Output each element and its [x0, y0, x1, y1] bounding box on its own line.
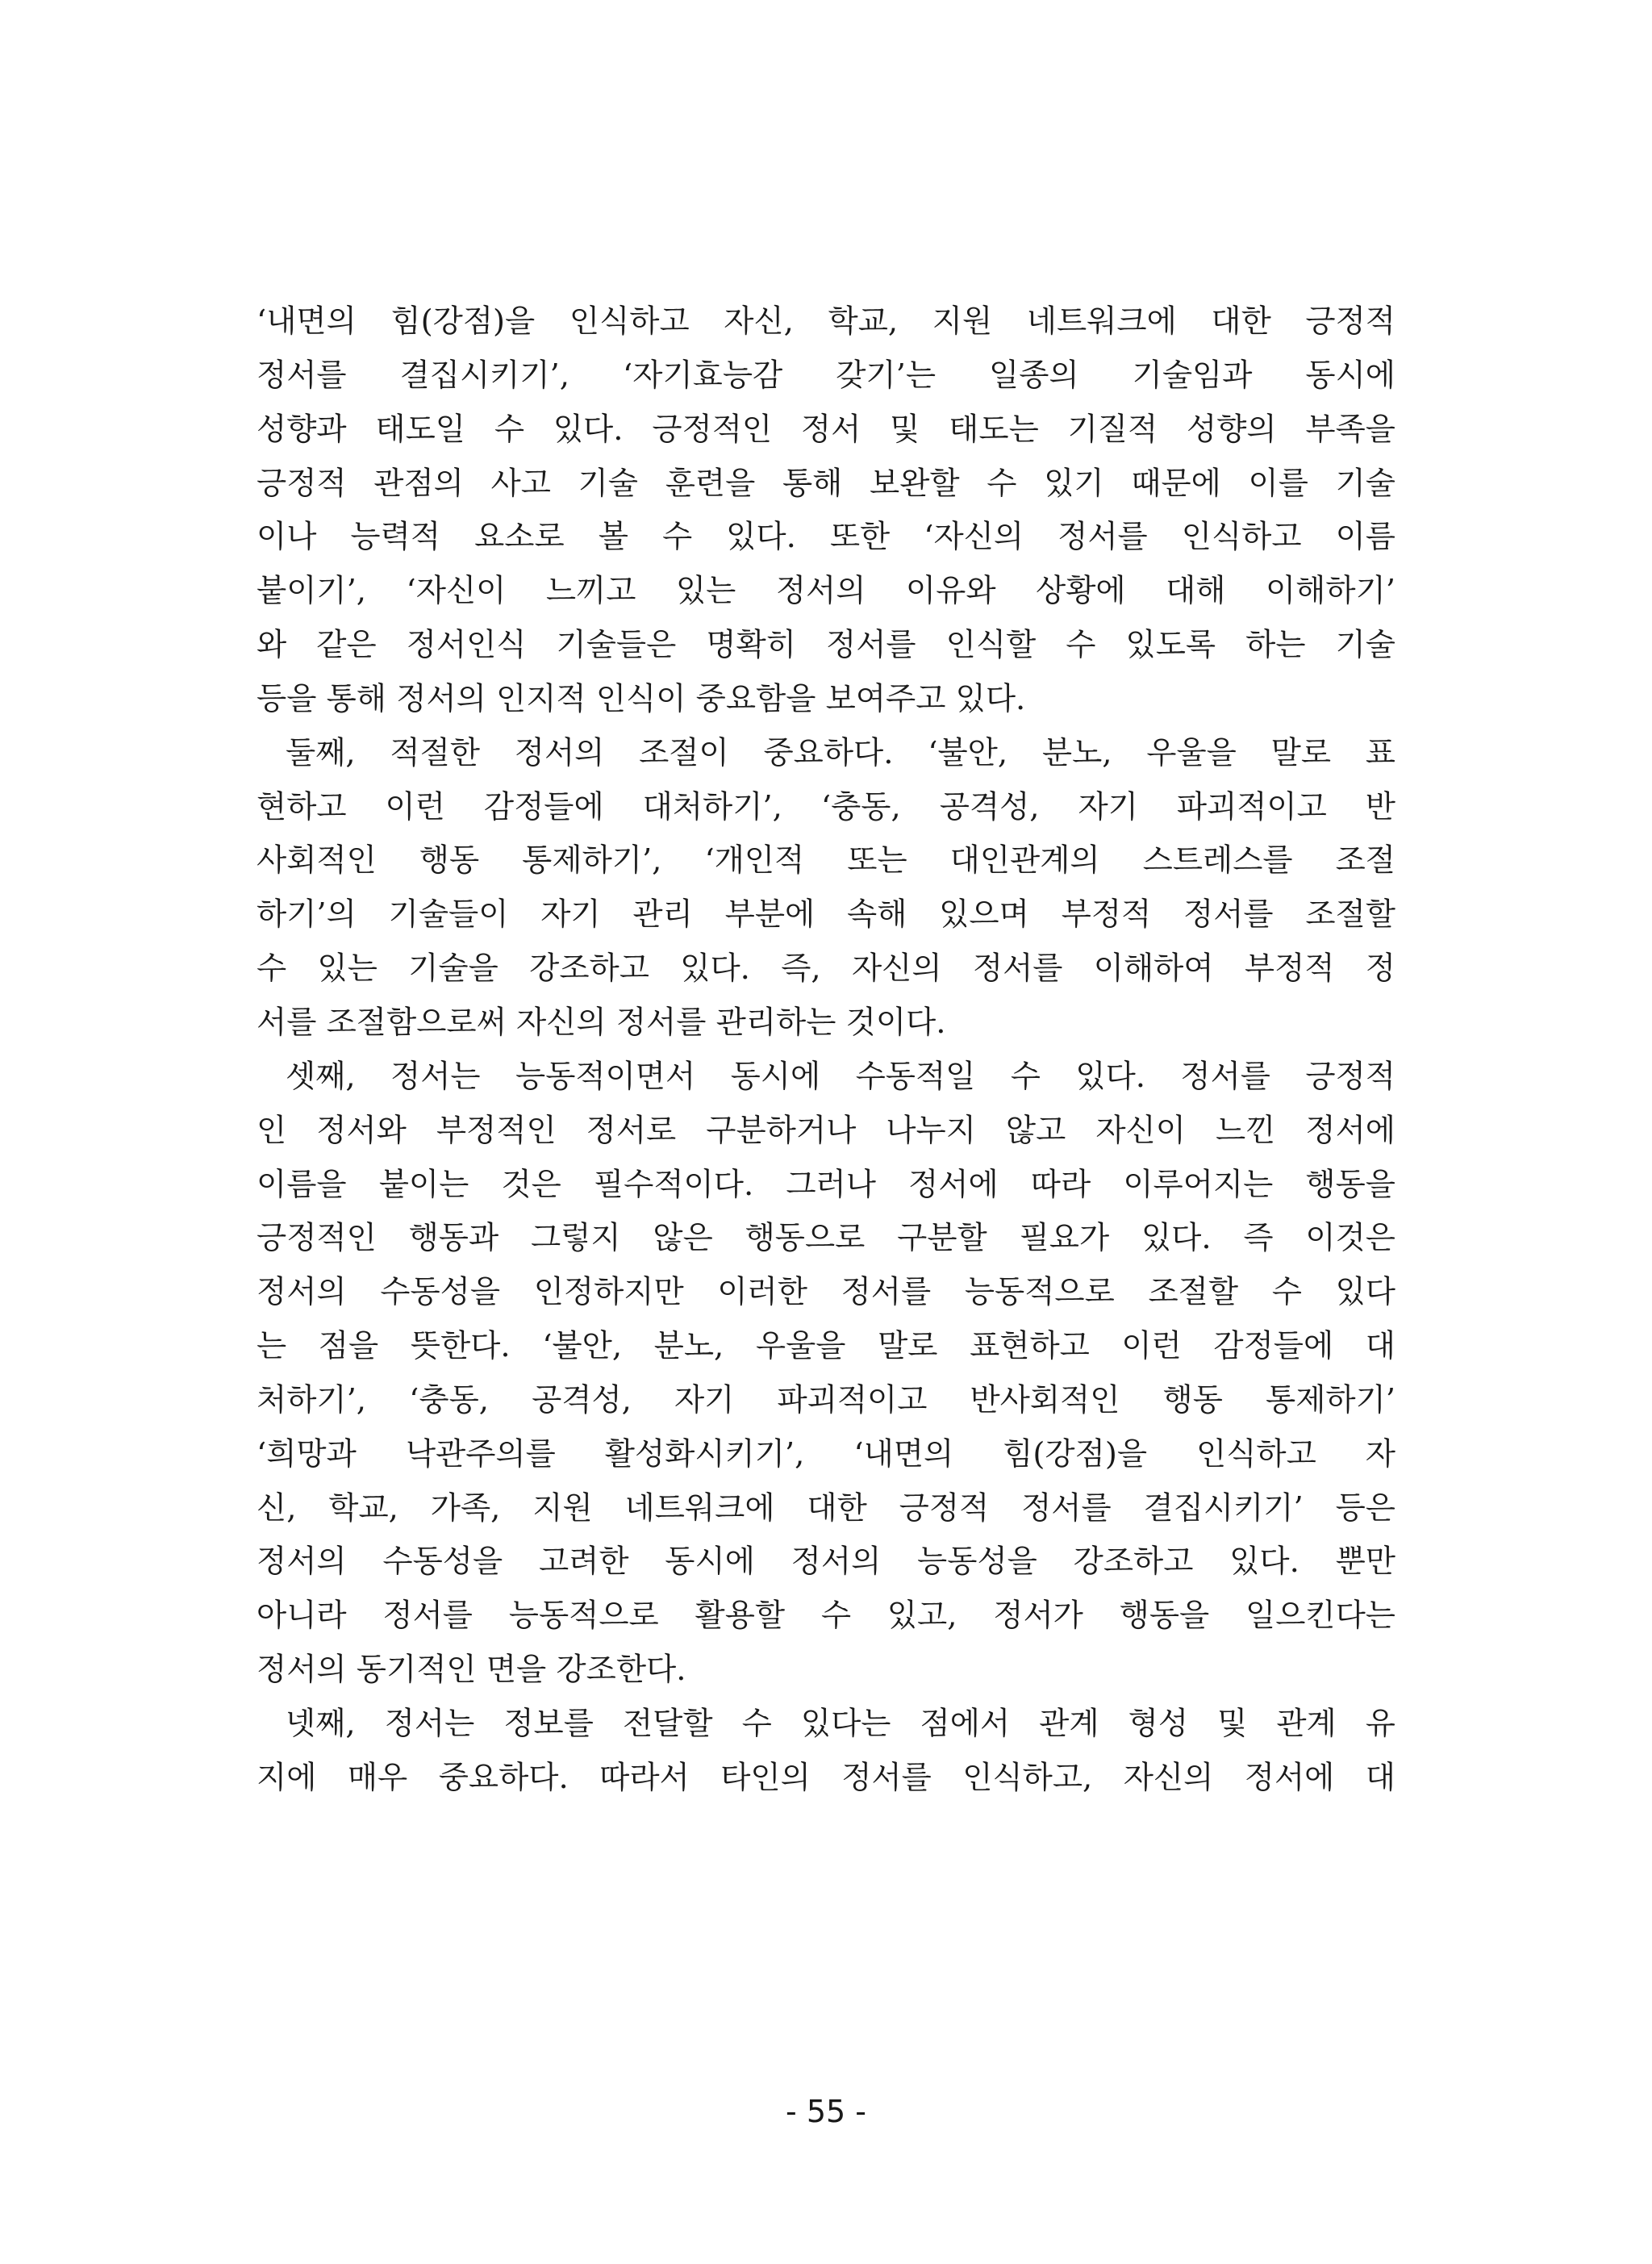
- text-line: 사회적인 행동 통제하기’, ‘개인적 또는 대인관계의 스트레스를 조절: [257, 842, 1395, 879]
- text-line: 현하고 이런 감정들에 대처하기’, ‘충동, 공격성, 자기 파괴적이고 반: [257, 788, 1395, 825]
- text-line: 정서의 동기적인 면을 강조한다.: [257, 1652, 686, 1689]
- text-line: 하기’의 기술들이 자기 관리 부분에 속해 있으며 부정적 정서를 조절할: [257, 896, 1395, 934]
- text-line: 신, 학교, 가족, 지원 네트워크에 대한 긍정적 정서를 결집시키기’ 등은: [257, 1489, 1395, 1527]
- text-line: 인 정서와 부정적인 정서로 구분하거나 나누지 않고 자신이 느낀 정서에: [257, 1112, 1395, 1149]
- text-line: ‘내면의 힘(강점)을 인식하고 자신, 학교, 지원 네트워크에 대한 긍정적: [257, 303, 1395, 340]
- text-line: 넷째, 정서는 정보를 전달할 수 있다는 점에서 관계 형성 및 관계 유: [286, 1705, 1395, 1742]
- text-line: 성향과 태도일 수 있다. 긍정적인 정서 및 태도는 기질적 성향의 부족을: [257, 411, 1395, 448]
- text-line: 는 점을 뜻한다. ‘불안, 분노, 우울을 말로 표현하고 이런 감정들에 대: [257, 1328, 1395, 1365]
- page-number: - 55 -: [786, 2094, 866, 2129]
- text-line: 둘째, 적절한 정서의 조절이 중요하다. ‘불안, 분노, 우울을 말로 표: [286, 734, 1395, 771]
- text-line: ‘희망과 낙관주의를 활성화시키기’, ‘내면의 힘(강점)을 인식하고 자: [257, 1435, 1395, 1472]
- text-line: 수 있는 기술을 강조하고 있다. 즉, 자신의 정서를 이해하여 부정적 정: [257, 950, 1395, 988]
- text-line: 지에 매우 중요하다. 따라서 타인의 정서를 인식하고, 자신의 정서에 대: [257, 1759, 1395, 1796]
- text-line: 와 같은 정서인식 기술들은 명확히 정서를 인식할 수 있도록 하는 기술: [257, 627, 1395, 664]
- text-line: 이나 능력적 요소로 볼 수 있다. 또한 ‘자신의 정서를 인식하고 이름: [257, 519, 1395, 556]
- text-line: 셋째, 정서는 능동적이면서 동시에 수동적일 수 있다. 정서를 긍정적: [286, 1058, 1395, 1095]
- text-line: 붙이기’, ‘자신이 느끼고 있는 정서의 이유와 상황에 대해 이해하기’: [257, 573, 1395, 610]
- text-line: 정서를 결집시키기’, ‘자기효능감 갖기’는 일종의 기술임과 동시에: [257, 357, 1395, 394]
- text-line: 이름을 붙이는 것은 필수적이다. 그러나 정서에 따라 이루어지는 행동을: [257, 1166, 1395, 1203]
- text-line: 긍정적 관점의 사고 기술 훈련을 통해 보완할 수 있기 때문에 이를 기술: [257, 465, 1395, 502]
- text-line: 긍정적인 행동과 그렇지 않은 행동으로 구분할 필요가 있다. 즉 이것은: [257, 1220, 1395, 1257]
- text-line: 정서의 수동성을 고려한 동시에 정서의 능동성을 강조하고 있다. 뿐만: [257, 1543, 1395, 1581]
- text-line: 처하기’, ‘충동, 공격성, 자기 파괴적이고 반사회적인 행동 통제하기’: [257, 1381, 1395, 1418]
- text-line: 정서의 수동성을 인정하지만 이러한 정서를 능동적으로 조절할 수 있다: [257, 1274, 1395, 1311]
- text-line: 아니라 정서를 능동적으로 활용할 수 있고, 정서가 행동을 일으킨다는: [257, 1598, 1395, 1635]
- text-line: 서를 조절함으로써 자신의 정서를 관리하는 것이다.: [257, 1004, 946, 1041]
- body-text: [257, 295, 1395, 1806]
- text-line: 등을 통해 정서의 인지적 인식이 중요함을 보여주고 있다.: [257, 680, 1026, 717]
